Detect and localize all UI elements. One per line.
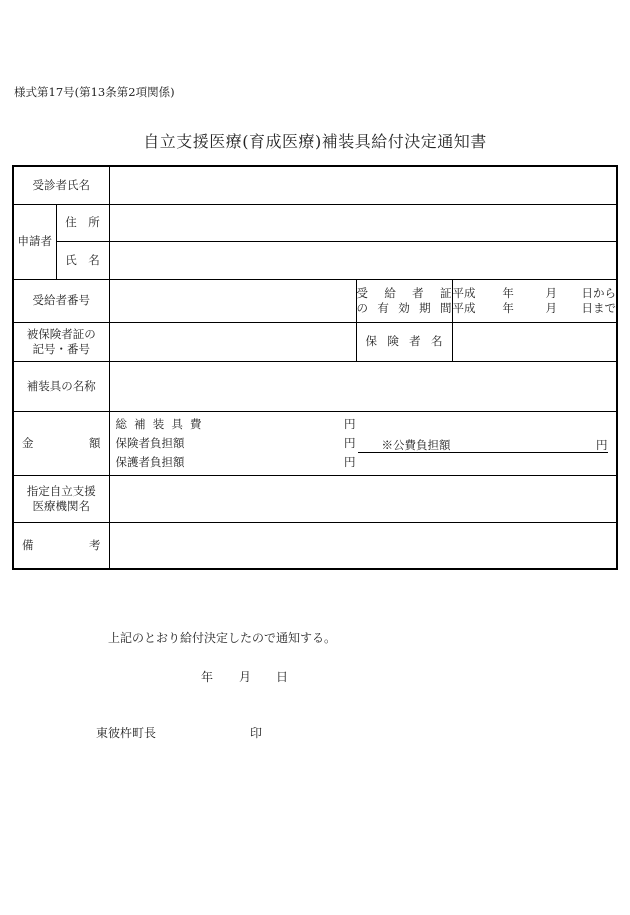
institution-label: 指定自立支援 医療機関名 [13, 475, 109, 522]
institution-value[interactable] [109, 475, 617, 522]
public-burden-line: ※公費負担額 円 [358, 438, 608, 453]
amount-details[interactable] [109, 411, 617, 475]
recipient-number-label: 受給者番号 [13, 279, 109, 322]
form-number: 様式第17号(第13条第2項関係) [14, 85, 175, 99]
amount-label: 金 額 [13, 411, 109, 475]
applicant-label: 申請者 [13, 204, 56, 279]
validity-period[interactable] [452, 279, 617, 322]
seal-mark: 印 [250, 726, 263, 740]
patient-name-label: 受診者氏名 [13, 166, 109, 204]
certificate-validity-label [356, 279, 452, 322]
insured-certificate-value[interactable] [109, 322, 356, 361]
certificate-validity-label-1: 受 給 者 証 [356, 286, 452, 301]
validity-to: 平成 年 月 日まで [452, 300, 616, 315]
name-label: 氏 名 [56, 241, 109, 279]
remarks-value[interactable] [109, 522, 617, 569]
document-title: 自立支援医療(育成医療)補装具給付決定通知書 [143, 132, 487, 151]
device-name-value[interactable] [109, 361, 617, 411]
certificate-validity-label-2: の 有 効 期 間 [356, 300, 452, 315]
insurer-burden-line: 保険者負担額 円 [115, 436, 356, 450]
validity-from: 平成 年 月 日から [452, 286, 616, 301]
recipient-number-value[interactable] [109, 279, 356, 322]
insured-certificate-label: 被保険者証の 記号・番号 [13, 322, 109, 361]
insurer-value[interactable] [452, 322, 617, 361]
date-line: 年 月 日 [201, 670, 289, 684]
remarks-label: 備 考 [13, 522, 109, 569]
guardian-burden-line: 保護者負担額 円 [115, 455, 356, 469]
device-name-label: 補装具の名称 [13, 361, 109, 411]
insurer-label: 保 険 者 名 [356, 322, 452, 361]
patient-name-value[interactable] [109, 166, 617, 204]
address-value[interactable] [109, 204, 617, 241]
address-label: 住 所 [56, 204, 109, 241]
notice-table [12, 165, 618, 570]
issuer-name: 東彼杵町長 [96, 726, 157, 740]
applicant-name-value[interactable] [109, 241, 617, 279]
total-cost-line: 総 補 装 具 費 円 [115, 417, 356, 431]
notice-text: 上記のとおり給付決定したので通知する。 [108, 631, 337, 645]
